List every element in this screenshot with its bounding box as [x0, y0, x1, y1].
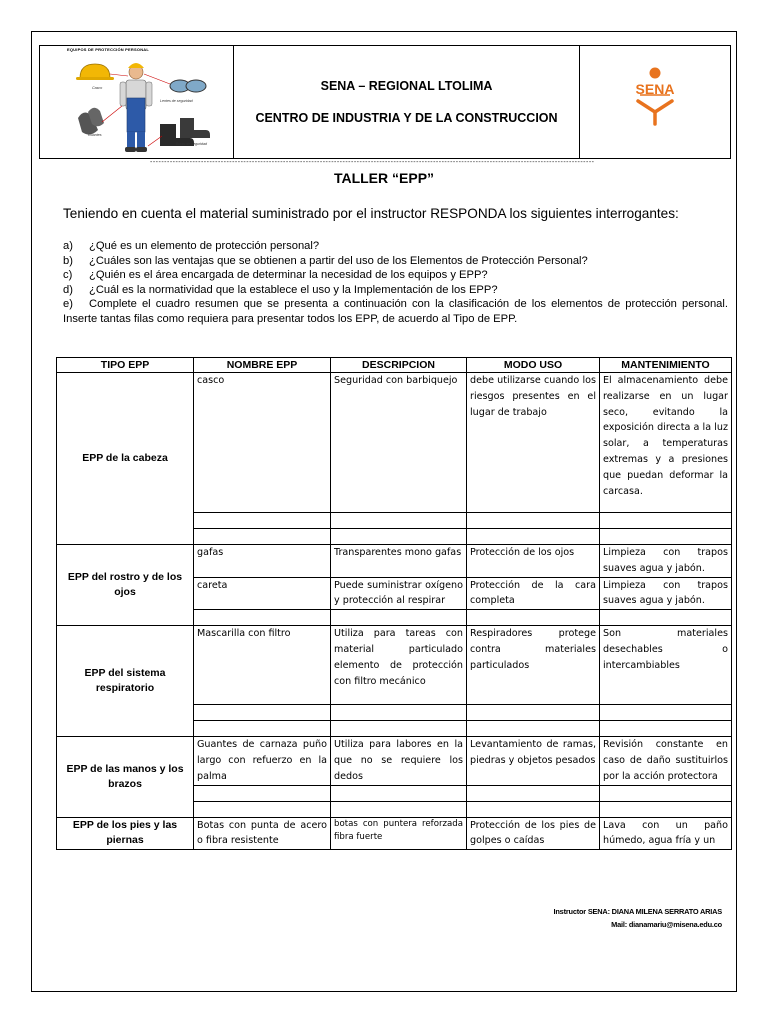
table-row [57, 545, 732, 578]
descripcion-cell: Utiliza para labores en la que no se requiere los dedos [331, 737, 467, 785]
header-descripcion: DESCRIPCION [331, 358, 467, 373]
sena-logo [580, 46, 730, 158]
tipo-cell: EPP del rostro y de los ojos [57, 545, 194, 626]
question-text: Complete el cuadro resumen que se presenta a continuación con la clasificación de los elementos de protección personal. Inserte tantas filas como requiera para presentar todos los EPP, de acuerdo al Tipo de EPP. [63, 298, 728, 325]
table-row [57, 737, 732, 785]
epp-table [56, 357, 732, 850]
descripcion-cell: Puede suministrar oxígeno y protección al respirar [331, 577, 467, 610]
nombre-cell: casco [194, 373, 331, 513]
tipo-cell: EPP del sistema respiratorio [57, 626, 194, 737]
table-row [57, 817, 732, 850]
mantenimiento-cell: Lava con un paño húmedo, agua fría y un [600, 817, 732, 850]
header-line-2: CENTRO DE INDUSTRIA Y DE LA CONSTRUCCION [255, 111, 558, 125]
instructor-info [553, 905, 722, 931]
tipo-cell: EPP de la cabeza [57, 373, 194, 545]
header-titles [234, 46, 580, 158]
header-mantenimiento: MANTENIMIENTO [600, 358, 732, 373]
modo-uso-cell: Protección de los ojos [467, 545, 600, 578]
modo-uso-cell: Protección de la cara completa [467, 577, 600, 610]
question-letter: e) [63, 298, 73, 310]
separator-line: ------------------------------------------------------------------------------------------------------------------------------------------------------------- [150, 159, 595, 166]
label-casco: Casco [92, 86, 103, 90]
mantenimiento-cell: Limpieza con trapos suaves agua y jabón. [600, 545, 732, 578]
mantenimiento-cell: El almacenamiento debe realizarse en un lugar seco, evitando la exposición directa a la luz solar, a temperaturas extremas y a presiones que puedan deformar la carcasa. [600, 373, 732, 513]
table-header-row [57, 358, 732, 373]
question-text: ¿Quién es el área encargada de determinar la necesidad de los equipos y EPP? [89, 269, 488, 281]
question-letter: d) [63, 283, 73, 296]
mantenimiento-cell: Revisión constante en caso de daño sustituirlos por la acción protectora [600, 737, 732, 785]
modo-uso-cell: Levantamiento de ramas, piedras y objetos pesados [467, 737, 600, 785]
table-row [57, 373, 732, 513]
page-title: TALLER “EPP” [333, 170, 435, 186]
descripcion-cell: botas con puntera reforzada fibra fuerte [331, 817, 467, 850]
tipo-cell: EPP de los pies y las piernas [57, 817, 194, 850]
intro-text: Teniendo en cuenta el material suministrado por el instructor RESPONDA los siguientes interrogantes: [63, 206, 679, 221]
nombre-cell: Guantes de carnaza puño largo con refuerzo en la palma [194, 737, 331, 785]
descripcion-cell: Transparentes mono gafas [331, 545, 467, 578]
question-letter: a) [63, 240, 73, 252]
table-row [57, 626, 732, 705]
instructor-name: Instructor SENA: DIANA MILENA SERRATO ARIAS [553, 907, 722, 916]
header-tipo: TIPO EPP [57, 358, 194, 373]
question-list [63, 239, 728, 326]
label-botas: Botas de seguridad [176, 142, 207, 146]
question-d [63, 283, 728, 298]
question-a [63, 239, 728, 254]
question-text: ¿Qué es un elemento de protección personal? [89, 240, 320, 252]
descripcion-cell: Seguridad con barbiquejo [331, 373, 467, 513]
header-nombre: NOMBRE EPP [194, 358, 331, 373]
illustration-caption: EQUIPOS DE PROTECCIÓN PERSONAL [67, 47, 150, 52]
question-text: ¿Cuáles son las ventajas que se obtienen a partir del uso de los Elementos de Protección Personal? [89, 254, 588, 267]
modo-uso-cell: debe utilizarse cuando los riesgos presentes en el lugar de trabajo [467, 373, 600, 513]
nombre-cell: careta [194, 577, 331, 610]
instructor-mail: Mail: dianamariu@misena.edu.co [611, 920, 722, 929]
sena-logo-icon [580, 46, 730, 160]
question-text: ¿Cuál es la normatividad que la establece el uso y la Implementación de los EPP? [89, 283, 498, 296]
question-e [63, 297, 728, 326]
modo-uso-cell: Protección de los pies de golpes o caídas [467, 817, 600, 850]
label-lentes: Lentes de seguridad [160, 99, 193, 103]
nombre-cell: Botas con punta de acero o fibra resistente [194, 817, 331, 850]
mantenimiento-cell: Limpieza con trapos suaves agua y jabón. [600, 577, 732, 610]
label-guantes: Guantes [88, 133, 102, 137]
nombre-cell: gafas [194, 545, 331, 578]
mantenimiento-cell: Son materiales desechables o intercambiables [600, 626, 732, 705]
document-header [39, 45, 731, 159]
descripcion-cell: Utiliza para tareas con material particulado elemento de protección con filtro mecánico [331, 626, 467, 705]
question-letter: b) [63, 254, 73, 267]
sena-logo-text: SENA [635, 81, 675, 97]
modo-uso-cell: Respiradores protege contra materiales particulados [467, 626, 600, 705]
tipo-cell: EPP de las manos y los brazos [57, 737, 194, 817]
epp-illustration [40, 46, 234, 158]
header-line-1: SENA – REGIONAL LTOLIMA [320, 79, 493, 93]
nombre-cell: Mascarilla con filtro [194, 626, 331, 705]
question-letter: c) [63, 269, 73, 281]
header-modo-uso: MODO USO [467, 358, 600, 373]
question-b [63, 254, 728, 269]
question-c [63, 268, 728, 283]
